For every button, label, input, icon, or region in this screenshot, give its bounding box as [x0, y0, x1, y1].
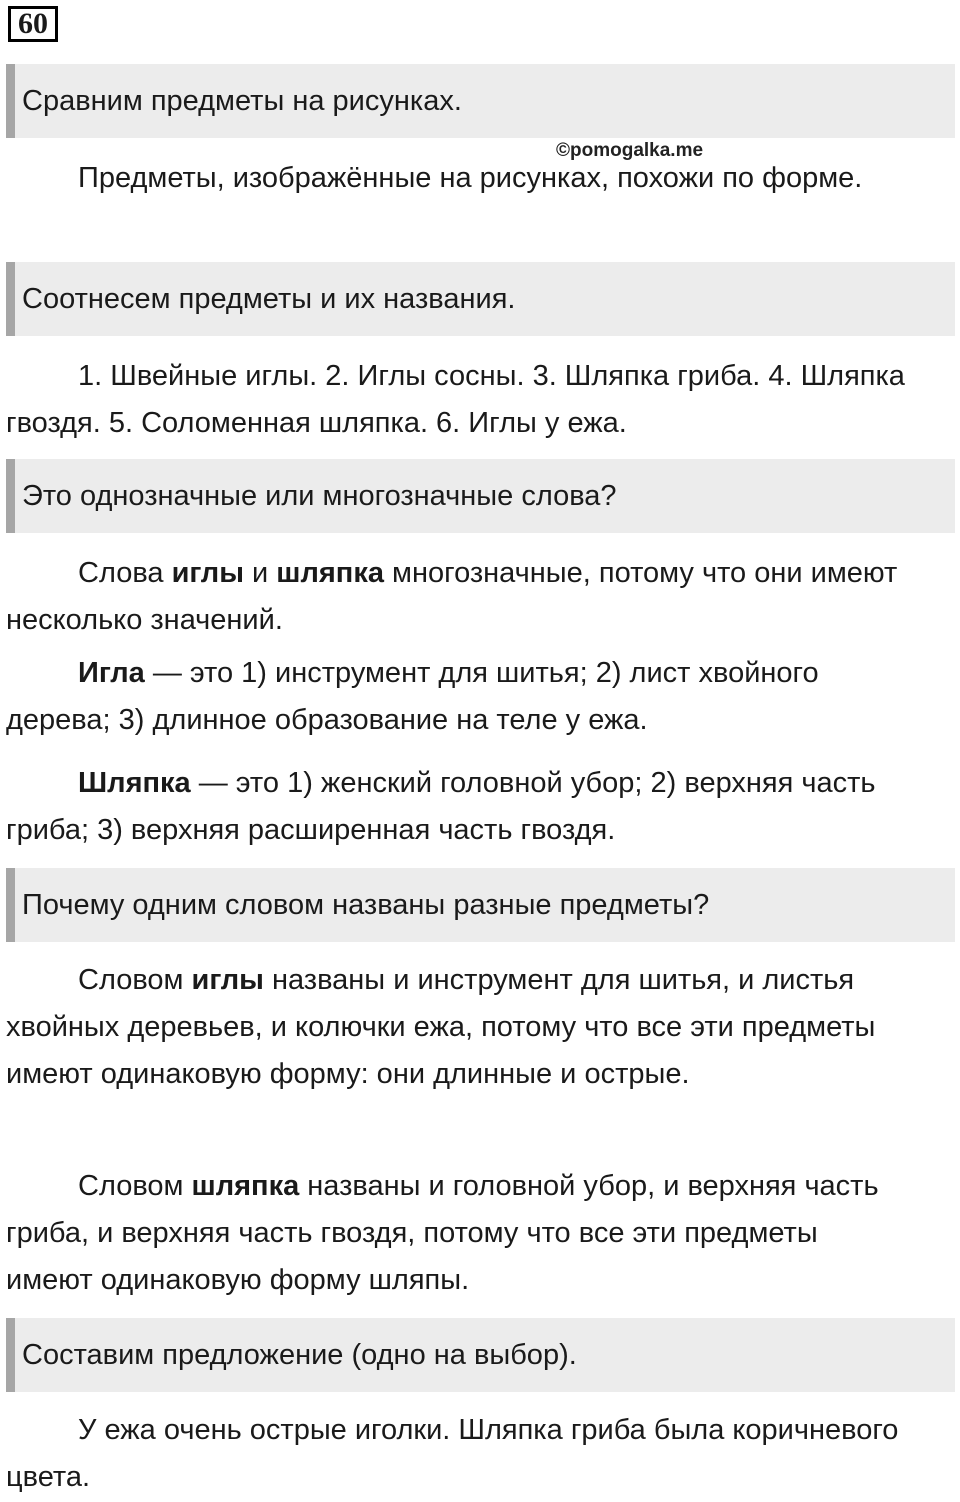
answer-paragraph [6, 760, 906, 854]
watermark: ©pomogalka.me [556, 140, 704, 161]
answer-paragraph [6, 155, 906, 202]
text-run: Слова [78, 557, 172, 589]
bold-term: шляпка [191, 1170, 300, 1202]
text-run: — это 1) инструмент для шитья; 2) лист хвойного дерева; 3) длинное образование на теле у ежа. [6, 657, 819, 736]
text-run: Предметы, изображённые на рисунках, похожи по форме. [78, 162, 863, 194]
bold-term: иглы [171, 557, 244, 589]
question-text: Сравним предметы на рисунках. [22, 84, 462, 117]
text-run: многозначные, потому что они имеют несколько значений. [6, 557, 898, 636]
answer-paragraph [6, 957, 906, 1098]
answer-paragraph [6, 650, 906, 744]
question-banner [6, 64, 955, 138]
answer-paragraph [6, 353, 906, 447]
bold-term: Шляпка [78, 767, 191, 799]
question-banner [6, 1318, 955, 1392]
text-run: — это 1) женский головной убор; 2) верхняя часть гриба; 3) верхняя расширенная часть гвоздя. [6, 767, 876, 846]
text-run: Словом [78, 964, 192, 996]
text-run: названы и инструмент для шитья, и листья хвойных деревьев, и колючки ежа, потому что все эти предметы имеют одинаковую форму: они длинные и острые. [6, 964, 876, 1090]
question-text: Соотнесем предметы и их названия. [22, 282, 516, 315]
question-text: Почему одним словом названы разные предметы? [22, 888, 710, 921]
text-run: Словом [78, 1170, 192, 1202]
question-text: Составим предложение (одно на выбор). [22, 1338, 577, 1371]
task-number: 60 [8, 6, 58, 42]
bold-term: шляпка [276, 557, 384, 589]
bold-term: Игла [78, 657, 145, 689]
text-run: 1. Швейные иглы. 2. Иглы сосны. 3. Шляпка гриба. 4. Шляпка гвоздя. 5. Соломенная шляпка. 6. Иглы у ежа. [6, 360, 905, 439]
question-banner [6, 868, 955, 942]
question-banner [6, 459, 955, 533]
question-text: Это однозначные или многозначные слова? [22, 479, 617, 512]
text-run: и [243, 557, 277, 589]
answer-paragraph [6, 1407, 906, 1501]
text-run: названы и головной убор, и верхняя часть гриба, и верхняя часть гвоздя, потому что все эти предметы имеют одинаковую форму шляпы. [6, 1170, 879, 1296]
bold-term: иглы [191, 964, 264, 996]
question-banner [6, 262, 955, 336]
answer-paragraph [6, 550, 906, 644]
text-run: У ежа очень острые иголки. Шляпка гриба была коричневого цвета. [6, 1414, 899, 1493]
answer-paragraph [6, 1163, 906, 1304]
